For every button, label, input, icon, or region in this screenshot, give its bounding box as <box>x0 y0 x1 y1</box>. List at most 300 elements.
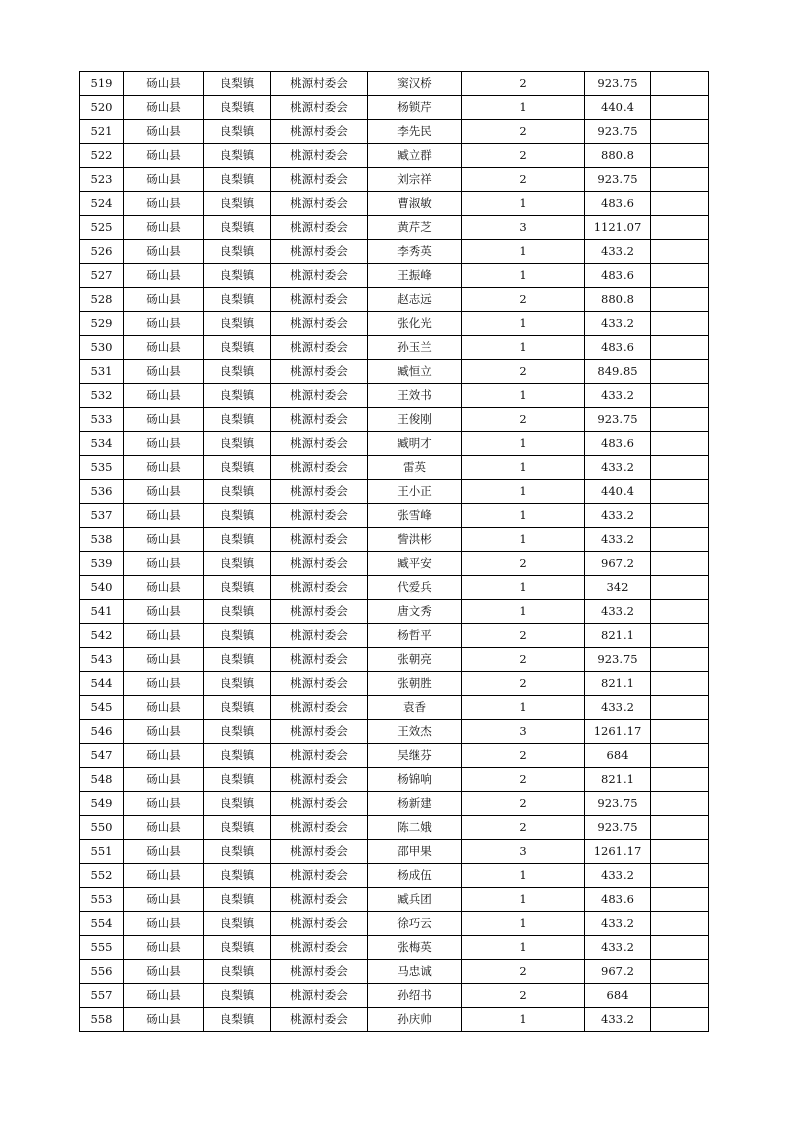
county-cell: 砀山县 <box>124 816 204 840</box>
household-count-cell: 1 <box>462 912 585 936</box>
note-cell <box>651 888 709 912</box>
household-count-cell: 2 <box>462 792 585 816</box>
name-cell: 王效杰 <box>368 720 462 744</box>
town-cell: 良梨镇 <box>204 696 271 720</box>
town-cell: 良梨镇 <box>204 216 271 240</box>
household-count-cell: 2 <box>462 72 585 96</box>
village-cell: 桃源村委会 <box>271 984 368 1008</box>
town-cell: 良梨镇 <box>204 456 271 480</box>
amount-cell: 821.1 <box>585 624 651 648</box>
county-cell: 砀山县 <box>124 864 204 888</box>
name-cell: 张朝亮 <box>368 648 462 672</box>
note-cell <box>651 816 709 840</box>
name-cell: 雷英 <box>368 456 462 480</box>
amount-cell: 821.1 <box>585 768 651 792</box>
town-cell: 良梨镇 <box>204 816 271 840</box>
household-count-cell: 2 <box>462 552 585 576</box>
table-row <box>80 120 709 144</box>
table-row <box>80 720 709 744</box>
row-number-cell: 530 <box>80 336 124 360</box>
name-cell: 刘宗祥 <box>368 168 462 192</box>
household-count-cell: 2 <box>462 168 585 192</box>
name-cell: 王小正 <box>368 480 462 504</box>
table-row <box>80 240 709 264</box>
amount-cell: 440.4 <box>585 480 651 504</box>
amount-cell: 433.2 <box>585 384 651 408</box>
note-cell <box>651 312 709 336</box>
amount-cell: 342 <box>585 576 651 600</box>
village-cell: 桃源村委会 <box>271 480 368 504</box>
household-count-cell: 1 <box>462 240 585 264</box>
name-cell: 徐巧云 <box>368 912 462 936</box>
note-cell <box>651 456 709 480</box>
county-cell: 砀山县 <box>124 576 204 600</box>
county-cell: 砀山县 <box>124 144 204 168</box>
note-cell <box>651 840 709 864</box>
note-cell <box>651 432 709 456</box>
amount-cell: 433.2 <box>585 240 651 264</box>
household-count-cell: 1 <box>462 696 585 720</box>
household-count-cell: 1 <box>462 504 585 528</box>
note-cell <box>651 600 709 624</box>
county-cell: 砀山县 <box>124 1008 204 1032</box>
table-row <box>80 888 709 912</box>
household-count-cell: 1 <box>462 192 585 216</box>
name-cell: 张朝胜 <box>368 672 462 696</box>
town-cell: 良梨镇 <box>204 720 271 744</box>
row-number-cell: 542 <box>80 624 124 648</box>
county-cell: 砀山县 <box>124 888 204 912</box>
row-number-cell: 537 <box>80 504 124 528</box>
household-count-cell: 1 <box>462 864 585 888</box>
county-cell: 砀山县 <box>124 432 204 456</box>
note-cell <box>651 744 709 768</box>
row-number-cell: 524 <box>80 192 124 216</box>
amount-cell: 1261.17 <box>585 840 651 864</box>
household-count-cell: 2 <box>462 144 585 168</box>
name-cell: 马忠诚 <box>368 960 462 984</box>
name-cell: 臧兵团 <box>368 888 462 912</box>
household-count-cell: 2 <box>462 984 585 1008</box>
row-number-cell: 550 <box>80 816 124 840</box>
household-count-cell: 1 <box>462 888 585 912</box>
table-row <box>80 456 709 480</box>
village-cell: 桃源村委会 <box>271 720 368 744</box>
household-count-cell: 1 <box>462 384 585 408</box>
town-cell: 良梨镇 <box>204 384 271 408</box>
name-cell: 赵志远 <box>368 288 462 312</box>
household-count-cell: 1 <box>462 480 585 504</box>
note-cell <box>651 960 709 984</box>
row-number-cell: 526 <box>80 240 124 264</box>
county-cell: 砀山县 <box>124 192 204 216</box>
county-cell: 砀山县 <box>124 96 204 120</box>
county-cell: 砀山县 <box>124 408 204 432</box>
household-count-cell: 2 <box>462 648 585 672</box>
table-row <box>80 336 709 360</box>
note-cell <box>651 576 709 600</box>
table-row <box>80 360 709 384</box>
name-cell: 杨成伍 <box>368 864 462 888</box>
name-cell: 窦汉桥 <box>368 72 462 96</box>
amount-cell: 967.2 <box>585 960 651 984</box>
household-count-cell: 3 <box>462 720 585 744</box>
note-cell <box>651 912 709 936</box>
county-cell: 砀山县 <box>124 672 204 696</box>
household-count-cell: 1 <box>462 336 585 360</box>
table-row <box>80 792 709 816</box>
amount-cell: 483.6 <box>585 264 651 288</box>
amount-cell: 1121.07 <box>585 216 651 240</box>
town-cell: 良梨镇 <box>204 504 271 528</box>
county-cell: 砀山县 <box>124 360 204 384</box>
village-cell: 桃源村委会 <box>271 648 368 672</box>
county-cell: 砀山县 <box>124 240 204 264</box>
name-cell: 王效书 <box>368 384 462 408</box>
amount-cell: 433.2 <box>585 528 651 552</box>
village-cell: 桃源村委会 <box>271 312 368 336</box>
county-cell: 砀山县 <box>124 912 204 936</box>
town-cell: 良梨镇 <box>204 264 271 288</box>
county-cell: 砀山县 <box>124 384 204 408</box>
row-number-cell: 536 <box>80 480 124 504</box>
village-cell: 桃源村委会 <box>271 672 368 696</box>
name-cell: 李秀英 <box>368 240 462 264</box>
village-cell: 桃源村委会 <box>271 888 368 912</box>
row-number-cell: 540 <box>80 576 124 600</box>
town-cell: 良梨镇 <box>204 144 271 168</box>
row-number-cell: 555 <box>80 936 124 960</box>
town-cell: 良梨镇 <box>204 840 271 864</box>
amount-cell: 433.2 <box>585 912 651 936</box>
name-cell: 杨新建 <box>368 792 462 816</box>
amount-cell: 923.75 <box>585 816 651 840</box>
amount-cell: 684 <box>585 984 651 1008</box>
town-cell: 良梨镇 <box>204 360 271 384</box>
note-cell <box>651 240 709 264</box>
name-cell: 王振峰 <box>368 264 462 288</box>
table-row <box>80 312 709 336</box>
row-number-cell: 520 <box>80 96 124 120</box>
table-row <box>80 96 709 120</box>
row-number-cell: 522 <box>80 144 124 168</box>
county-cell: 砀山县 <box>124 600 204 624</box>
name-cell: 杨哲平 <box>368 624 462 648</box>
county-cell: 砀山县 <box>124 984 204 1008</box>
village-cell: 桃源村委会 <box>271 432 368 456</box>
note-cell <box>651 552 709 576</box>
county-cell: 砀山县 <box>124 288 204 312</box>
village-cell: 桃源村委会 <box>271 144 368 168</box>
town-cell: 良梨镇 <box>204 600 271 624</box>
name-cell: 杨锁芹 <box>368 96 462 120</box>
amount-cell: 923.75 <box>585 408 651 432</box>
row-number-cell: 544 <box>80 672 124 696</box>
village-cell: 桃源村委会 <box>271 696 368 720</box>
row-number-cell: 534 <box>80 432 124 456</box>
table-row <box>80 1008 709 1032</box>
table-row <box>80 528 709 552</box>
row-number-cell: 552 <box>80 864 124 888</box>
row-number-cell: 556 <box>80 960 124 984</box>
amount-cell: 483.6 <box>585 336 651 360</box>
row-number-cell: 532 <box>80 384 124 408</box>
county-cell: 砀山县 <box>124 792 204 816</box>
row-number-cell: 529 <box>80 312 124 336</box>
row-number-cell: 527 <box>80 264 124 288</box>
village-cell: 桃源村委会 <box>271 840 368 864</box>
name-cell: 臧平安 <box>368 552 462 576</box>
village-cell: 桃源村委会 <box>271 912 368 936</box>
town-cell: 良梨镇 <box>204 912 271 936</box>
village-cell: 桃源村委会 <box>271 936 368 960</box>
amount-cell: 433.2 <box>585 504 651 528</box>
note-cell <box>651 504 709 528</box>
table-row <box>80 144 709 168</box>
village-cell: 桃源村委会 <box>271 816 368 840</box>
table-row <box>80 72 709 96</box>
table-row <box>80 600 709 624</box>
town-cell: 良梨镇 <box>204 936 271 960</box>
county-cell: 砀山县 <box>124 312 204 336</box>
county-cell: 砀山县 <box>124 120 204 144</box>
row-number-cell: 548 <box>80 768 124 792</box>
household-count-cell: 2 <box>462 624 585 648</box>
row-number-cell: 525 <box>80 216 124 240</box>
row-number-cell: 538 <box>80 528 124 552</box>
note-cell <box>651 528 709 552</box>
county-cell: 砀山县 <box>124 216 204 240</box>
household-count-cell: 2 <box>462 744 585 768</box>
row-number-cell: 533 <box>80 408 124 432</box>
table-row <box>80 168 709 192</box>
town-cell: 良梨镇 <box>204 96 271 120</box>
amount-cell: 923.75 <box>585 168 651 192</box>
row-number-cell: 519 <box>80 72 124 96</box>
row-number-cell: 553 <box>80 888 124 912</box>
county-cell: 砀山县 <box>124 744 204 768</box>
village-cell: 桃源村委会 <box>271 960 368 984</box>
note-cell <box>651 792 709 816</box>
amount-cell: 967.2 <box>585 552 651 576</box>
town-cell: 良梨镇 <box>204 672 271 696</box>
village-cell: 桃源村委会 <box>271 528 368 552</box>
table-row <box>80 504 709 528</box>
county-cell: 砀山县 <box>124 264 204 288</box>
town-cell: 良梨镇 <box>204 336 271 360</box>
village-cell: 桃源村委会 <box>271 504 368 528</box>
town-cell: 良梨镇 <box>204 408 271 432</box>
town-cell: 良梨镇 <box>204 792 271 816</box>
row-number-cell: 551 <box>80 840 124 864</box>
amount-cell: 821.1 <box>585 672 651 696</box>
table-row <box>80 288 709 312</box>
town-cell: 良梨镇 <box>204 240 271 264</box>
row-number-cell: 541 <box>80 600 124 624</box>
note-cell <box>651 1008 709 1032</box>
town-cell: 良梨镇 <box>204 888 271 912</box>
county-cell: 砀山县 <box>124 768 204 792</box>
county-cell: 砀山县 <box>124 960 204 984</box>
row-number-cell: 535 <box>80 456 124 480</box>
note-cell <box>651 144 709 168</box>
village-cell: 桃源村委会 <box>271 96 368 120</box>
amount-cell: 433.2 <box>585 864 651 888</box>
town-cell: 良梨镇 <box>204 192 271 216</box>
household-count-cell: 2 <box>462 816 585 840</box>
county-cell: 砀山县 <box>124 696 204 720</box>
amount-cell: 483.6 <box>585 432 651 456</box>
name-cell: 李先民 <box>368 120 462 144</box>
village-cell: 桃源村委会 <box>271 288 368 312</box>
village-cell: 桃源村委会 <box>271 552 368 576</box>
note-cell <box>651 672 709 696</box>
village-cell: 桃源村委会 <box>271 600 368 624</box>
row-number-cell: 558 <box>80 1008 124 1032</box>
town-cell: 良梨镇 <box>204 624 271 648</box>
village-cell: 桃源村委会 <box>271 864 368 888</box>
note-cell <box>651 384 709 408</box>
village-cell: 桃源村委会 <box>271 456 368 480</box>
village-cell: 桃源村委会 <box>271 168 368 192</box>
county-cell: 砀山县 <box>124 480 204 504</box>
table-row <box>80 408 709 432</box>
household-count-cell: 2 <box>462 960 585 984</box>
town-cell: 良梨镇 <box>204 168 271 192</box>
name-cell: 王俊刚 <box>368 408 462 432</box>
county-cell: 砀山县 <box>124 336 204 360</box>
note-cell <box>651 216 709 240</box>
town-cell: 良梨镇 <box>204 744 271 768</box>
name-cell: 张化光 <box>368 312 462 336</box>
amount-cell: 433.2 <box>585 936 651 960</box>
amount-cell: 684 <box>585 744 651 768</box>
household-count-cell: 1 <box>462 576 585 600</box>
village-cell: 桃源村委会 <box>271 120 368 144</box>
county-cell: 砀山县 <box>124 528 204 552</box>
table-row <box>80 744 709 768</box>
name-cell: 臧恒立 <box>368 360 462 384</box>
village-cell: 桃源村委会 <box>271 264 368 288</box>
note-cell <box>651 864 709 888</box>
note-cell <box>651 984 709 1008</box>
amount-cell: 1261.17 <box>585 720 651 744</box>
town-cell: 良梨镇 <box>204 648 271 672</box>
name-cell: 孙庆帅 <box>368 1008 462 1032</box>
village-cell: 桃源村委会 <box>271 1008 368 1032</box>
town-cell: 良梨镇 <box>204 528 271 552</box>
household-count-cell: 2 <box>462 672 585 696</box>
table-row <box>80 960 709 984</box>
county-cell: 砀山县 <box>124 168 204 192</box>
row-number-cell: 549 <box>80 792 124 816</box>
name-cell: 曹淑敏 <box>368 192 462 216</box>
village-cell: 桃源村委会 <box>271 240 368 264</box>
town-cell: 良梨镇 <box>204 1008 271 1032</box>
household-count-cell: 2 <box>462 768 585 792</box>
row-number-cell: 521 <box>80 120 124 144</box>
note-cell <box>651 360 709 384</box>
table-row <box>80 696 709 720</box>
county-cell: 砀山县 <box>124 720 204 744</box>
name-cell: 吴继芬 <box>368 744 462 768</box>
town-cell: 良梨镇 <box>204 120 271 144</box>
table-row <box>80 840 709 864</box>
household-count-cell: 1 <box>462 96 585 120</box>
table-row <box>80 624 709 648</box>
row-number-cell: 557 <box>80 984 124 1008</box>
household-count-cell: 1 <box>462 312 585 336</box>
town-cell: 良梨镇 <box>204 960 271 984</box>
row-number-cell: 546 <box>80 720 124 744</box>
table-row <box>80 864 709 888</box>
name-cell: 訾洪彬 <box>368 528 462 552</box>
name-cell: 邵甲果 <box>368 840 462 864</box>
household-count-cell: 2 <box>462 408 585 432</box>
amount-cell: 483.6 <box>585 888 651 912</box>
name-cell: 臧立群 <box>368 144 462 168</box>
village-cell: 桃源村委会 <box>271 408 368 432</box>
table-row <box>80 648 709 672</box>
county-cell: 砀山县 <box>124 936 204 960</box>
name-cell: 陈二娥 <box>368 816 462 840</box>
amount-cell: 433.2 <box>585 696 651 720</box>
name-cell: 黄芹芝 <box>368 216 462 240</box>
amount-cell: 433.2 <box>585 600 651 624</box>
table-row <box>80 936 709 960</box>
household-count-cell: 1 <box>462 432 585 456</box>
amount-cell: 433.2 <box>585 312 651 336</box>
name-cell: 袁香 <box>368 696 462 720</box>
village-cell: 桃源村委会 <box>271 192 368 216</box>
row-number-cell: 547 <box>80 744 124 768</box>
household-count-cell: 1 <box>462 600 585 624</box>
roster-table <box>79 71 709 1032</box>
household-count-cell: 1 <box>462 528 585 552</box>
town-cell: 良梨镇 <box>204 288 271 312</box>
amount-cell: 923.75 <box>585 792 651 816</box>
row-number-cell: 543 <box>80 648 124 672</box>
county-cell: 砀山县 <box>124 840 204 864</box>
town-cell: 良梨镇 <box>204 72 271 96</box>
household-count-cell: 2 <box>462 360 585 384</box>
name-cell: 代爱兵 <box>368 576 462 600</box>
name-cell: 张梅英 <box>368 936 462 960</box>
note-cell <box>651 648 709 672</box>
household-count-cell: 3 <box>462 216 585 240</box>
table-row <box>80 552 709 576</box>
note-cell <box>651 624 709 648</box>
household-count-cell: 1 <box>462 264 585 288</box>
county-cell: 砀山县 <box>124 552 204 576</box>
table-row <box>80 816 709 840</box>
row-number-cell: 528 <box>80 288 124 312</box>
town-cell: 良梨镇 <box>204 864 271 888</box>
table-row <box>80 984 709 1008</box>
village-cell: 桃源村委会 <box>271 336 368 360</box>
table-row <box>80 768 709 792</box>
note-cell <box>651 264 709 288</box>
row-number-cell: 523 <box>80 168 124 192</box>
amount-cell: 923.75 <box>585 120 651 144</box>
town-cell: 良梨镇 <box>204 312 271 336</box>
county-cell: 砀山县 <box>124 504 204 528</box>
village-cell: 桃源村委会 <box>271 216 368 240</box>
amount-cell: 923.75 <box>585 72 651 96</box>
household-count-cell: 3 <box>462 840 585 864</box>
village-cell: 桃源村委会 <box>271 744 368 768</box>
roster-body <box>80 72 709 1032</box>
